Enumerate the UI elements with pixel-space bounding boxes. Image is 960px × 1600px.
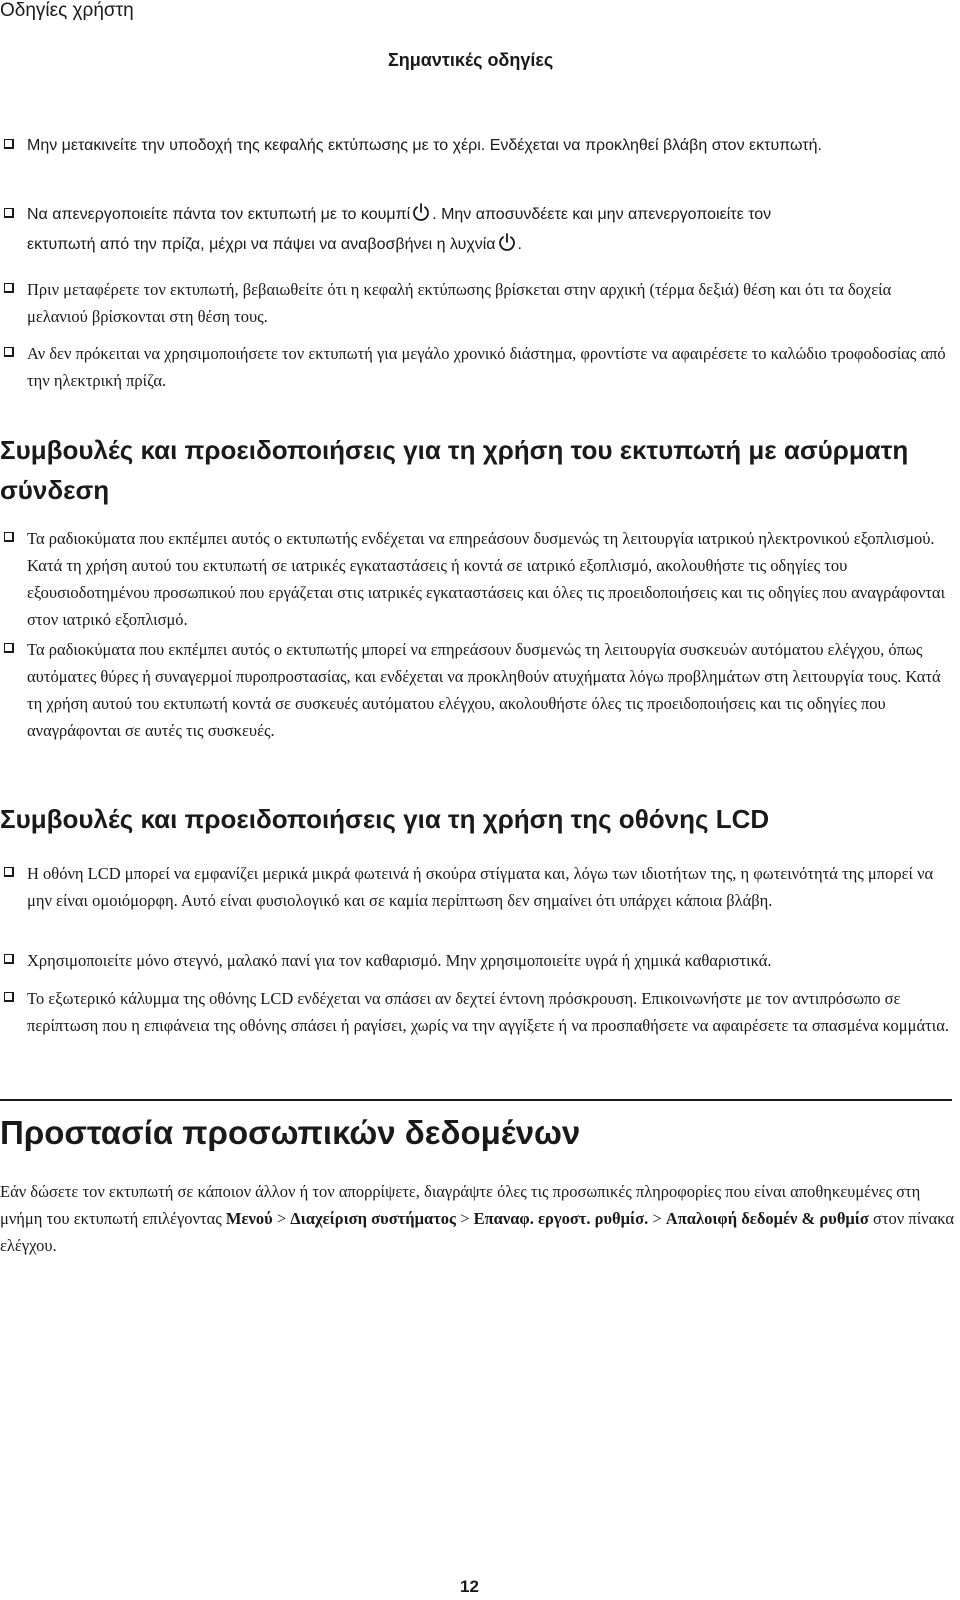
text-segment: . Μην αποσυνδέετε και μην απενεργοποιείτε τον — [432, 206, 772, 223]
list-item-text: Τα ραδιοκύματα που εκπέμπει αυτός ο εκτυπωτής ενδέχεται να επηρεάσουν δυσμενώς τη λειτουργία ιατρικού ηλεκτρονικού εξοπλισμού. Κατά τη χρήση αυτού του εκτυπωτή σε ιατρικές εγκαταστάσεις ή κοντά σε ιατρικό εξοπλισμό, ακολουθήστε τις οδηγίες του εξουσιοδοτημένου προσωπικού που εργάζεται στις ιατρικές εγκαταστάσεις και όλες τις προειδοποιήσεις και τις οδηγίες που αναγράφονται στον ιατρικό εξοπλισμό. — [27, 529, 946, 629]
list-item — [0, 276, 956, 330]
list-item — [0, 525, 956, 633]
power-icon — [411, 202, 431, 222]
text-segment: Εάν δώσετε τον εκτυπωτή σε κάποιον άλλον ή τον απορρίψετε, διαγράψτε όλες τις προσωπικές πληροφορίες που είναι αποθηκευμένες στη μνήμη του εκτυπωτή επιλέγοντας — [0, 1182, 921, 1228]
list-item — [0, 860, 956, 914]
page-number: 12 — [460, 1577, 479, 1596]
running-header: Οδηγίες χρήστη — [0, 0, 134, 21]
path-separator: > — [648, 1209, 666, 1228]
privacy-section-heading: Προστασία προσωπικών δεδομένων — [0, 1114, 581, 1151]
list-item — [0, 985, 956, 1039]
list-item-text: Χρησιμοποιείτε μόνο στεγνό, μαλακό πανί για τον καθαρισμό. Μην χρησιμοποιείτε υγρά ή χημικά καθαριστικά. — [27, 951, 772, 970]
text-segment: εκτυπωτή από την πρίζα, μέχρι να πάψει να αναβοσβήνει η λυχνία — [27, 236, 496, 253]
wireless-section-heading: Συμβουλές και προειδοποιήσεις για τη χρήση του εκτυπωτή με ασύρματη σύνδεση — [0, 435, 909, 505]
list-item-text: Η οθόνη LCD μπορεί να εμφανίζει μερικά μικρά φωτεινά ή σκούρα στίγματα και, λόγω των ιδιοτήτων της, η φωτεινότητά της μπορεί να μην είναι ομοιόμορφη. Αυτό είναι φυσιολογικό και σε καμία περίπτωση δεν σημαίνει ότι υπάρχει κάποια βλάβη. — [27, 864, 934, 910]
list-item-text: Το εξωτερικό κάλυμμα της οθόνης LCD ενδέχεται να σπάσει αν δεχτεί έντονη πρόσκρουση. Επικοινωνήστε με τον αντιπρόσωπο σε περίπτωση που η επιφάνεια της οθόνης σπάσει ή ραγίσει, χωρίς να την αγγίξετε ή να προσπαθήσετε να αφαιρέσετε τα σπασμένα κομμάτια. — [27, 989, 949, 1035]
menu-path-menu: Μενού — [225, 1209, 273, 1228]
checkbox-bullet-icon — [4, 643, 14, 653]
list-item-text: Πριν μεταφέρετε τον εκτυπωτή, βεβαιωθείτε ότι η κεφαλή εκτύπωσης βρίσκεται στην αρχική (τέρμα δεξιά) θέση και ότι τα δοχεία μελανιού βρίσκονται στη θέση τους. — [27, 280, 892, 326]
menu-path-system-admin: Διαχείριση συστήματος — [290, 1209, 457, 1228]
list-item — [0, 201, 956, 262]
list-item-text: Μην μετακινείτε την υποδοχή της κεφαλής εκτύπωσης με το χέρι. Ενδέχεται να προκληθεί βλάβη στον εκτυπωτή. — [27, 137, 822, 154]
checkbox-bullet-icon — [4, 283, 14, 293]
list-item — [0, 636, 956, 744]
checkbox-bullet-icon — [4, 208, 14, 218]
lcd-section-heading: Συμβουλές και προειδοποιήσεις για τη χρήση της οθόνης LCD — [0, 804, 770, 834]
checkbox-bullet-icon — [4, 954, 14, 964]
text-segment: . — [517, 236, 522, 253]
checkbox-bullet-icon — [4, 992, 14, 1002]
text-segment: Να απενεργοποιείτε πάντα τον εκτυπωτή με το κουμπί — [27, 206, 411, 223]
power-icon — [497, 232, 517, 252]
list-item — [0, 132, 956, 159]
checkbox-bullet-icon — [4, 532, 14, 542]
list-item-text: Τα ραδιοκύματα που εκπέμπει αυτός ο εκτυπωτής μπορεί να επηρεάσουν δυσμενώς τη λειτουργία συσκευών αυτόματου ελέγχου, όπως αυτόματες θύρες ή συναγερμοί πυροπροστασίας, και ενδέχεται να προκληθούν ατυχήματα λόγω προβλημάτων στη λειτουργία τους. Κατά τη χρήση αυτού του εκτυπωτή κοντά σε συσκευές αυτόματου ελέγχου, ακολουθήστε όλες τις προειδοποιήσεις και τις οδηγίες που αναγράφονται σε αυτές τις συσκευές. — [27, 640, 941, 740]
checkbox-bullet-icon — [4, 347, 14, 357]
path-separator: > — [272, 1209, 291, 1228]
list-item-text: Αν δεν πρόκειται να χρησιμοποιήσετε τον εκτυπωτή για μεγάλο χρονικό διάστημα, φροντίστε να αφαιρέσετε το καλώδιο τροφοδοσίας από την ηλεκτρική πρίζα. — [27, 344, 946, 390]
path-separator: > — [456, 1209, 474, 1228]
list-item-text — [27, 201, 956, 262]
list-item — [0, 340, 956, 394]
privacy-paragraph — [0, 1178, 956, 1259]
menu-path-restore-defaults: Επαναφ. εργοστ. ρυθμίσ. — [473, 1209, 649, 1228]
list-item — [0, 947, 956, 974]
checkbox-bullet-icon — [4, 867, 14, 877]
checkbox-bullet-icon — [4, 139, 14, 149]
section-divider — [0, 1099, 952, 1101]
important-instructions-heading: Σημαντικές οδηγίες — [388, 50, 554, 70]
text-segment: στον πίνακα ελέγχου. — [0, 1209, 955, 1255]
menu-path-clear-data: Απαλοιφή δεδομέν & ρυθμίσ — [665, 1209, 869, 1228]
